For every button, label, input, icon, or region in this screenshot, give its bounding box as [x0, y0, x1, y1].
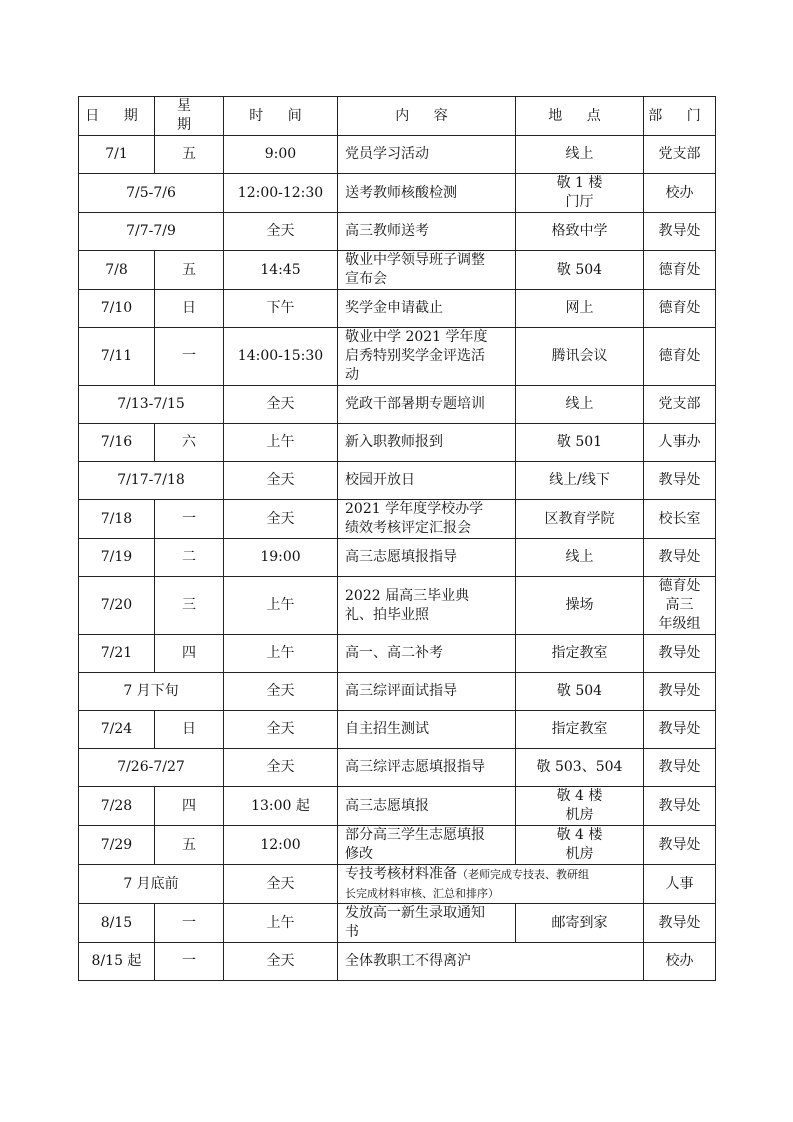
cell-content: 部分高三学生志愿填报 修改 — [338, 826, 516, 865]
table-row — [79, 749, 716, 787]
cell-place: 敬 504 — [516, 673, 644, 711]
cell-dept: 教导处 — [644, 673, 716, 711]
table-row — [79, 787, 716, 826]
cell-date: 7/11 — [79, 328, 155, 386]
cell-place: 操场 — [516, 577, 644, 635]
cell-place: 敬 4 楼 机房 — [516, 826, 644, 865]
cell-time: 全天 — [224, 386, 338, 424]
cell-place: 腾讯会议 — [516, 328, 644, 386]
cell-dept: 教导处 — [644, 635, 716, 673]
table-row — [79, 424, 716, 462]
cell-place: 线上/线下 — [516, 462, 644, 500]
cell-time: 上午 — [224, 635, 338, 673]
cell-place: 指定教室 — [516, 635, 644, 673]
cell-place: 指定教室 — [516, 711, 644, 749]
cell-place: 敬 4 楼 机房 — [516, 787, 644, 826]
header-weekday: 星 期 — [155, 97, 224, 136]
cell-time: 13:00 起 — [224, 787, 338, 826]
cell-weekday: 三 — [155, 577, 224, 635]
cell-time: 全天 — [224, 865, 338, 904]
cell-dept: 校长室 — [644, 500, 716, 539]
cell-weekday: 六 — [155, 424, 224, 462]
cell-dept: 德育处 — [644, 328, 716, 386]
cell-dept: 教导处 — [644, 904, 716, 943]
table-row — [79, 539, 716, 577]
table-row — [79, 251, 716, 290]
cell-weekday: 四 — [155, 787, 224, 826]
cell-place: 敬 1 楼 门厅 — [516, 174, 644, 213]
cell-place: 邮寄到家 — [516, 904, 644, 943]
cell-date: 7/1 — [79, 136, 155, 174]
cell-time: 14:45 — [224, 251, 338, 290]
cell-content: 党政干部暑期专题培训 — [338, 386, 516, 424]
cell-dept: 校办 — [644, 174, 716, 213]
cell-weekday: 一 — [155, 943, 224, 981]
cell-date: 8/15 起 — [79, 943, 155, 981]
schedule-table — [78, 96, 716, 981]
cell-date: 7/19 — [79, 539, 155, 577]
cell-dept: 教导处 — [644, 462, 716, 500]
table-row — [79, 943, 716, 981]
cell-weekday: 五 — [155, 826, 224, 865]
cell-date: 8/15 — [79, 904, 155, 943]
cell-content: 敬业中学 2021 学年度 启秀特别奖学金评选活 动 — [338, 328, 516, 386]
table-row — [79, 673, 716, 711]
cell-content: 奖学金申请截止 — [338, 290, 516, 328]
cell-place: 敬 501 — [516, 424, 644, 462]
cell-content: 发放高一新生录取通知 书 — [338, 904, 516, 943]
table-row — [79, 635, 716, 673]
cell-date: 7/21 — [79, 635, 155, 673]
cell-date: 7/24 — [79, 711, 155, 749]
cell-weekday: 日 — [155, 290, 224, 328]
cell-weekday: 四 — [155, 635, 224, 673]
cell-weekday: 五 — [155, 251, 224, 290]
cell-date: 7/7-7/9 — [79, 213, 224, 251]
cell-weekday: 二 — [155, 539, 224, 577]
cell-time: 上午 — [224, 577, 338, 635]
cell-place: 敬 504 — [516, 251, 644, 290]
cell-dept: 校办 — [644, 943, 716, 981]
cell-weekday: 一 — [155, 328, 224, 386]
cell-date: 7/8 — [79, 251, 155, 290]
cell-content: 党员学习活动 — [338, 136, 516, 174]
cell-dept: 教导处 — [644, 213, 716, 251]
cell-dept: 人事 — [644, 865, 716, 904]
cell-time: 全天 — [224, 673, 338, 711]
cell-time: 全天 — [224, 462, 338, 500]
cell-date: 7/13-7/15 — [79, 386, 224, 424]
cell-content — [338, 865, 644, 904]
cell-content: 高一、高二补考 — [338, 635, 516, 673]
header-row — [79, 97, 716, 136]
cell-place: 线上 — [516, 386, 644, 424]
content-text: 专技考核材料准备 — [345, 866, 457, 882]
cell-place: 线上 — [516, 539, 644, 577]
table-row — [79, 826, 716, 865]
cell-time: 12:00 — [224, 826, 338, 865]
table-row — [79, 386, 716, 424]
cell-time: 全天 — [224, 943, 338, 981]
cell-time: 14:00-15:30 — [224, 328, 338, 386]
header-dept: 部 门 — [644, 97, 716, 136]
table-row — [79, 865, 716, 904]
cell-dept: 教导处 — [644, 826, 716, 865]
cell-date: 7/18 — [79, 500, 155, 539]
cell-date: 7/28 — [79, 787, 155, 826]
cell-content: 高三综评面试指导 — [338, 673, 516, 711]
cell-date: 7 月底前 — [79, 865, 224, 904]
cell-content: 高三教师送考 — [338, 213, 516, 251]
table-row — [79, 904, 716, 943]
cell-weekday: 一 — [155, 500, 224, 539]
cell-weekday: 一 — [155, 904, 224, 943]
cell-dept: 德育处 — [644, 251, 716, 290]
table-row — [79, 500, 716, 539]
cell-date: 7/5-7/6 — [79, 174, 224, 213]
cell-date: 7/29 — [79, 826, 155, 865]
cell-time: 全天 — [224, 711, 338, 749]
cell-time: 全天 — [224, 749, 338, 787]
cell-date: 7/16 — [79, 424, 155, 462]
cell-place: 网上 — [516, 290, 644, 328]
cell-content: 校园开放日 — [338, 462, 516, 500]
cell-weekday: 日 — [155, 711, 224, 749]
cell-time: 全天 — [224, 500, 338, 539]
header-date: 日 期 — [79, 97, 155, 136]
cell-content: 送考教师核酸检测 — [338, 174, 516, 213]
cell-time: 12:00-12:30 — [224, 174, 338, 213]
cell-time: 9:00 — [224, 136, 338, 174]
cell-date: 7 月下旬 — [79, 673, 224, 711]
cell-date: 7/17-7/18 — [79, 462, 224, 500]
cell-time: 上午 — [224, 904, 338, 943]
cell-content: 高三志愿填报指导 — [338, 539, 516, 577]
cell-content: 2022 届高三毕业典 礼、拍毕业照 — [338, 577, 516, 635]
cell-time: 全天 — [224, 213, 338, 251]
cell-dept: 教导处 — [644, 711, 716, 749]
cell-dept: 人事办 — [644, 424, 716, 462]
cell-time: 下午 — [224, 290, 338, 328]
table-row — [79, 174, 716, 213]
cell-content: 新入职教师报到 — [338, 424, 516, 462]
cell-dept: 德育处 高三 年级组 — [644, 577, 716, 635]
header-content: 内 容 — [338, 97, 516, 136]
cell-place: 格致中学 — [516, 213, 644, 251]
cell-content: 2021 学年度学校办学 绩效考核评定汇报会 — [338, 500, 516, 539]
cell-date: 7/20 — [79, 577, 155, 635]
cell-content: 高三志愿填报 — [338, 787, 516, 826]
cell-dept: 党支部 — [644, 136, 716, 174]
content-note: （老师完成专技表、教研组 长完成材料审核、汇总和排序） — [345, 868, 589, 900]
table-row — [79, 136, 716, 174]
cell-content: 自主招生测试 — [338, 711, 516, 749]
cell-dept: 党支部 — [644, 386, 716, 424]
header-place: 地 点 — [516, 97, 644, 136]
cell-date: 7/10 — [79, 290, 155, 328]
table-row — [79, 577, 716, 635]
cell-time: 19:00 — [224, 539, 338, 577]
cell-content: 敬业中学领导班子调整 宣布会 — [338, 251, 516, 290]
cell-dept: 教导处 — [644, 787, 716, 826]
table-row — [79, 711, 716, 749]
cell-place: 区教育学院 — [516, 500, 644, 539]
table-row — [79, 328, 716, 386]
table-row — [79, 213, 716, 251]
cell-content: 高三综评志愿填报指导 — [338, 749, 516, 787]
cell-dept: 教导处 — [644, 749, 716, 787]
cell-place: 线上 — [516, 136, 644, 174]
table-row — [79, 290, 716, 328]
cell-time: 上午 — [224, 424, 338, 462]
cell-content: 全体教职工不得离沪 — [338, 943, 644, 981]
cell-dept: 德育处 — [644, 290, 716, 328]
cell-weekday: 五 — [155, 136, 224, 174]
cell-dept: 教导处 — [644, 539, 716, 577]
table-row — [79, 462, 716, 500]
header-time: 时 间 — [224, 97, 338, 136]
cell-date: 7/26-7/27 — [79, 749, 224, 787]
cell-place: 敬 503、504 — [516, 749, 644, 787]
